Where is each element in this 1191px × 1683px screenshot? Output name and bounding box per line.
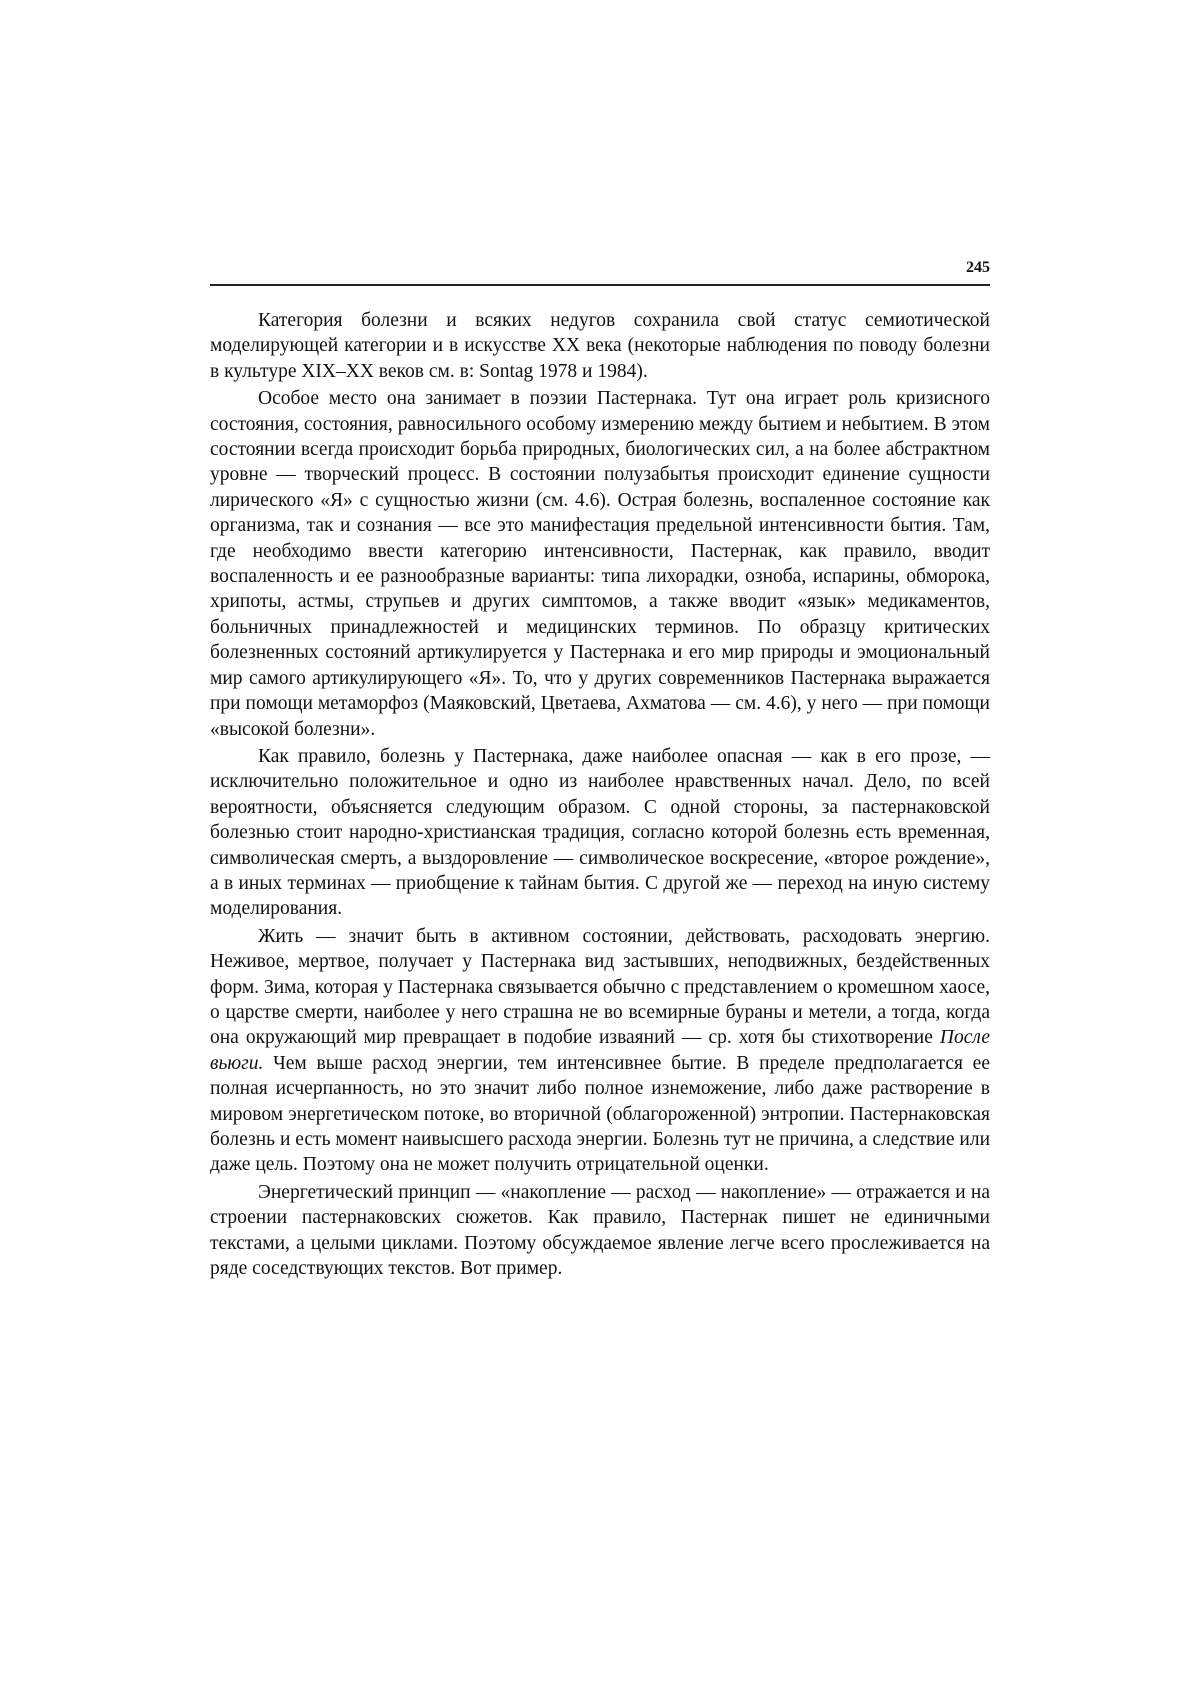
paragraph-3: Как правило, болезнь у Пастернака, даже наиболее опасная — как в его прозе, — исключительно положительное и одно из наиболее нравственных начал. Дело, по всей вероятности, объясняется следующим образом. С одной стороны, за пастернаковской болезнью стоит народно-христианская традиция, согласно которой болезнь есть временная, символическая смерть, а выздоровление — символическое воскресение, «второе рождение», а в иных терминах — приобщение к тайнам бытия. С другой же — переход на иную систему моделирования.: [210, 745, 990, 920]
paragraph-1: Категория болезни и всяких недугов сохранила свой статус семиотической моделирующей категории и в искусстве XX века (некоторые наблюдения по поводу болезни в культуре XIX–XX веков см. в: Sontag 1978 и 1984).: [210, 310, 990, 382]
page-number: 245: [966, 259, 990, 276]
poem-title: После вьюги.: [210, 1027, 990, 1074]
paragraph-4: [210, 924, 990, 1178]
body-text: [210, 308, 990, 1283]
paragraph-5: Энергетический принцип — «накопление — расход — накопление» — отражается и на строении пастернаковских сюжетов. Как правило, Пастернак пишет не единичными текстами, а целыми циклами. Поэтому обсуждаемое явление легче всего прослеживается на ряде соседствующих текстов. Вот пример.: [210, 1181, 990, 1280]
paragraph-4-text-before: Жить — значит быть в активном состоянии, действовать, расходовать энергию. Неживое, мертвое, получает у Пастернака вид застывших, неподвижных, бездейственных форм. Зима, которая у Пастернака связывается обычно с представлением о кромешном хаосе, о царстве смерти, наиболее у него страшна не во всемирные бураны и метели, а тогда, когда она окружающий мир превращает в подобие изваяний — ср. хотя бы стихотворение: [210, 925, 990, 1049]
page-header: [210, 258, 990, 286]
paragraph-4-text-after: Чем выше расход энергии, тем интенсивнее бытие. В пределе предполагается ее полная исчерпанность, но это значит либо полное изнеможение, либо даже растворение в мировом энергетическом потоке, во вторичной (облагороженной) энтропии. Пастернаковская болезнь и есть момент наивысшего расхода энергии. Болезнь тут не причина, а следствие или даже цель. Поэтому она не может получить отрицательной оценки.: [210, 1052, 990, 1176]
paragraph-2: Особое место она занимает в поэзии Пастернака. Тут она играет роль кризисного состояния, состояния, равносильного особому измерению между бытием и небытием. В этом состоянии всегда происходит борьба природных, биологических сил, а на более абстрактном уровне — творческий процесс. В состоянии полузабытья происходит единение сущности лирического «Я» с сущностью жизни (см. 4.6). Острая болезнь, воспаленное состояние как организма, так и сознания — все это манифестация предельной интенсивности бытия. Там, где необходимо ввести категорию интенсивности, Пастернак, как правило, вводит воспаленность и ее разнообразные варианты: типа лихорадки, озноба, испарины, обморока, хрипоты, астмы, струпьев и других симптомов, а также вводит «язык» медикаментов, больничных принадлежностей и медицинских терминов. По образцу критических болезненных состояний артикулируется у Пастернака и его мир природы и эмоциональный мир самого артикулирующего «Я». То, что у других современников Пастернака выражается при помощи метаморфоз (Маяковский, Цветаева, Ахматова — см. 4.6), у него — при помощи «высокой болезни».: [210, 388, 990, 740]
